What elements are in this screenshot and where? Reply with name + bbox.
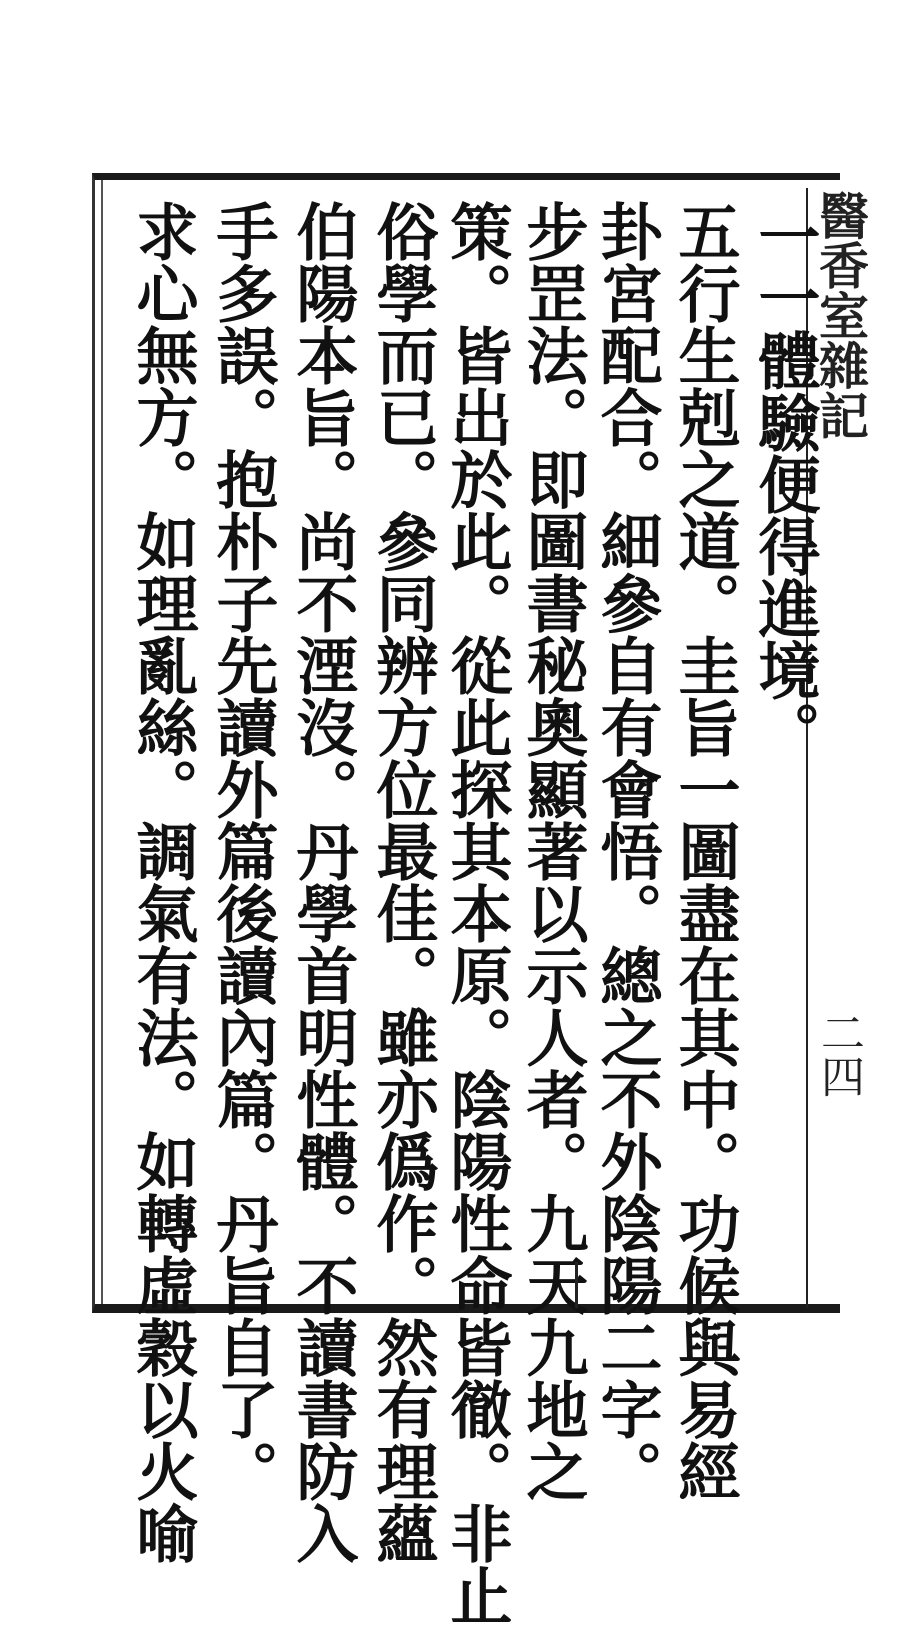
text-column-8: 手多誤。抱朴子先讀外篇後讀內篇。丹旨自了。 [206, 200, 279, 1502]
running-title: 醫香室雜記 [811, 190, 870, 440]
text-column-7: 伯陽本旨。尚不湮沒。丹學首明性體。不讀書防入 [286, 200, 359, 1564]
text-column-2: 五行生剋之道。圭旨一圖盡在其中。功候與易經 [668, 200, 741, 1502]
text-column-3: 卦宮配合。細參自有會悟。總之不外陰陽二字。 [590, 200, 663, 1502]
text-column-1: 一一體驗便得進境。 [748, 205, 821, 763]
text-column-4: 步罡法。即圖書秘奧顯著以示人者。九天九地之 [516, 200, 589, 1502]
page-number: 二四 [813, 1010, 864, 1098]
text-column-6: 俗學而已。參同辨方位最佳。雖亦僞作。然有理蘊 [366, 200, 439, 1564]
text-column-9: 求心無方。如理亂絲。調氣有法。如轉虛穀以火喻 [126, 200, 199, 1564]
inner-rule [101, 180, 103, 1304]
text-column-5: 策。皆出於此。從此探其本原。陰陽性命皆徹。非止 [440, 200, 513, 1626]
margin-mark [575, 1262, 578, 1308]
